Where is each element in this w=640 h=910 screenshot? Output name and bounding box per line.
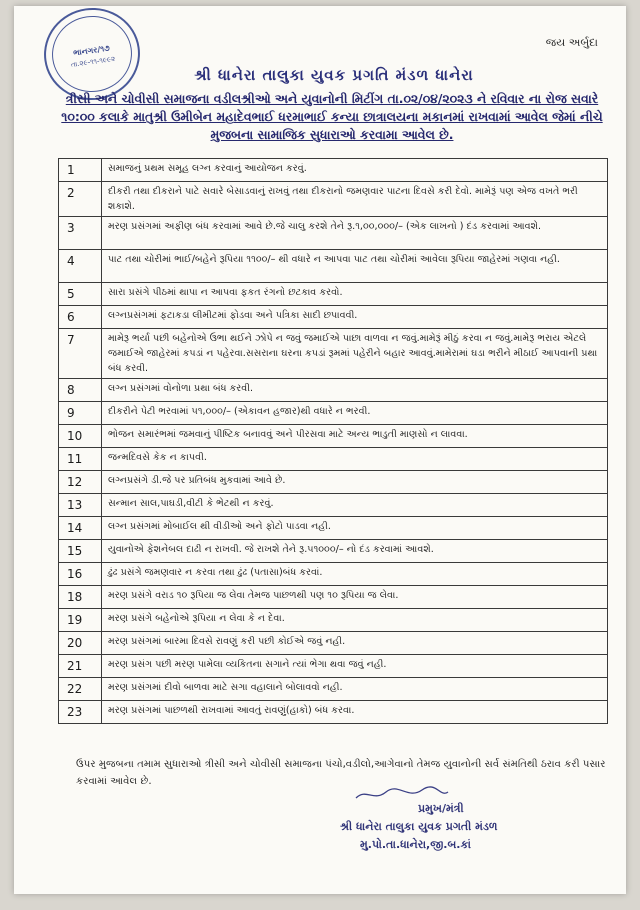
reform-number: 9 <box>59 402 102 425</box>
reform-text: મરણ પ્રસંગે વરાડ ૧૦ રૂપિયા જ લેવા તેમજ પાછળથી પણ ૧૦ રૂપિયા જ લેવા. <box>102 586 608 609</box>
reform-number: 13 <box>59 494 102 517</box>
reforms-table <box>58 158 608 724</box>
reform-row <box>59 471 608 494</box>
reform-text: લગ્નપ્રસંગે ડી.જે પર પ્રતિબંધ મુકવામાં આવે છે. <box>102 471 608 494</box>
reform-text: મરણ પ્રસંગમાં દીવો બાળવા માટે સગા વહાલાને બોલાવવો નહી. <box>102 678 608 701</box>
reform-row <box>59 159 608 182</box>
reform-number: 20 <box>59 632 102 655</box>
reform-number: 7 <box>59 329 102 379</box>
reform-number: 3 <box>59 217 102 250</box>
reform-row <box>59 655 608 678</box>
signatory-role: પ્રમુખ/મંત્રી <box>418 802 464 815</box>
reform-number: 15 <box>59 540 102 563</box>
reform-row <box>59 563 608 586</box>
reform-row <box>59 448 608 471</box>
reform-row <box>59 540 608 563</box>
reform-text: મરણ પ્રસંગમાં પાછળથી રાખવામાં આવતું રાવણું(હાકો) બંધ કરવા. <box>102 701 608 724</box>
reform-text: મરણ પ્રસંગે બહેનોએ રૂપિયા ન લેવા કે ન દેવા. <box>102 609 608 632</box>
reform-number: 1 <box>59 159 102 182</box>
reform-text: સારા પ્રસંગે પીઠમાં થાપા ન આપવા ફકત રંગનો છટકાવ કરવો. <box>102 283 608 306</box>
signature-scribble-icon <box>352 784 452 804</box>
reform-number: 18 <box>59 586 102 609</box>
reform-text: મરણ પ્રસંગ પછી મરણ પામેલા વ્યકિતના સગાને ત્યાં ભેગા થવા જવું નહી. <box>102 655 608 678</box>
reform-text: લગ્ન પ્રસંગમાં વોનોળા પ્રથા બંધ કરવી. <box>102 379 608 402</box>
reform-number: 11 <box>59 448 102 471</box>
reform-number: 21 <box>59 655 102 678</box>
reform-text: પાટ તથા ચોરીમાં ભાઈ/બહેને રૂપિયા ૧૧૦૦/– થી વધારે ન આપવા પાટ તથા ચોરીમાં આવેલા રૂપિયા જાહેરમાં ગણવા નહી. <box>102 250 608 283</box>
reform-text: સન્માન સાલ,પાઘડી,વીટી કે ભેટથી ન કરવું. <box>102 494 608 517</box>
reform-number: 23 <box>59 701 102 724</box>
reform-text: લગ્ન પ્રસંગમાં મોબાઈલ થી વીડીઓ અને ફોટો પાડવા નહી. <box>102 517 608 540</box>
reform-row <box>59 701 608 724</box>
reform-number: 14 <box>59 517 102 540</box>
meeting-intro-text: ત્રીસી અને ચોવીસી સમાજના વડીલશ્રીઓ અને યુવાનોની મિટીંગ તા.૦૨/૦૪/૨૦૨૩ ને રવિવાર ના રોજ સવારે ૧૦:૦૦ કલાકે માતુશ્રી ઉમીબેન મહાદેવભાઈ ધરમાભાઈ કન્યા છાત્રાલયના મકાનમાં રાખવામાં આવેલ જેમાં નીચે મુજબના સામાજિક સુધારાઓ કરવામા આવેલ છે. <box>61 91 603 142</box>
signatory-address: મુ.પો.તા.ધાનેરા,જી.બ.કાં <box>360 838 471 851</box>
blessing-text: જય અર્બુદા <box>545 36 598 49</box>
reform-text: મરણ પ્રસંગમાં બારમા દિવસે રાવણું કરી પછી કોઈએ જવું નહી. <box>102 632 608 655</box>
reform-number: 12 <box>59 471 102 494</box>
reform-row <box>59 402 608 425</box>
reform-number: 4 <box>59 250 102 283</box>
reform-text: મરણ પ્રસંગમાં અફીણ બંધ કરવામાં આવે છે.જે ચાલુ કરશે તેને રૂ.૧,૦૦,૦૦૦/– (એક લાખનો ) દંડ કરવામાં આવશે. <box>102 217 608 250</box>
reform-row <box>59 217 608 250</box>
handwritten-signature <box>352 784 452 804</box>
reform-text: યુવાનોએ ફેશનેબલ દાઢી ન રાખવી. જે રાખશે તેને રૂ.૫૧૦૦૦/– નો દંડ કરવામાં આવશે. <box>102 540 608 563</box>
reform-row <box>59 586 608 609</box>
signatory-organization: શ્રી ધાનેરા તાલુકા યુવક પ્રગતી મંડળ <box>340 820 498 833</box>
reforms-table-body <box>59 159 608 724</box>
reform-row <box>59 379 608 402</box>
reform-row <box>59 425 608 448</box>
reform-row <box>59 494 608 517</box>
reform-row <box>59 306 608 329</box>
organization-title: શ્રી ધાનેરા તાલુકા યુવક પ્રગતિ મંડળ ધાનેરા <box>194 66 474 84</box>
reform-row <box>59 182 608 217</box>
reform-row <box>59 250 608 283</box>
reform-text: સમાજનું પ્રથમ સમૂહ લગ્ન કરવાનું આયોજન કરવું. <box>102 159 608 182</box>
reform-row <box>59 329 608 379</box>
meeting-intro <box>58 90 606 144</box>
reform-row <box>59 678 608 701</box>
reform-text: દીકરીને પેટી ભરવામાં ૫૧,૦૦૦/– (એકાવન હજાર)થી વધારે ન ભરવી. <box>102 402 608 425</box>
reform-text: લગ્નપ્રસંગમાં ફટાકડા લીમીટમાં ફોડવા અને પત્રિકા સાદી છપાવવી. <box>102 306 608 329</box>
reform-text: જન્મદિવસે કેક ન કાપવી. <box>102 448 608 471</box>
reform-number: 5 <box>59 283 102 306</box>
reform-number: 6 <box>59 306 102 329</box>
reform-text: ઢુંઢ પ્રસંગે જમણવાર ન કરવા તથા ઢુંઢ (પતાસા)બંધ કરવાં. <box>102 563 608 586</box>
reform-number: 16 <box>59 563 102 586</box>
resolution-footer: ઉપર મુજબના તમામ સુધારાઓ ત્રીસી અને ચોવીસી સમાજના પંચો,વડીલો,આગેવાનો તેમજ યુવાનોની સર્વ સંમતિથી ઠરાવ કરી પસાર કરવામાં આવેલ છે. <box>76 759 606 787</box>
reform-text: મામેરૂ ભર્યા પછી બહેનોએ ઉભા થઈને ઝોપે ન જવું જમાઈએ પાછા વાળવા ન જવું.મામેરૂં મીઠું કરવા ન જવું.મામેરૂ ભરાય એટલે જમાઈએ જાહેરમાં કપડાં ન પહેરવા.સસરાના ઘરના કપડાં રૂમમાં પહેરીને બહાર આવવું.મામેરામાં ઘડા ભરીને મીઠાઈ આપવાની પ્રથા બંધ કરવી. <box>102 329 608 379</box>
reform-number: 22 <box>59 678 102 701</box>
document-sheet <box>14 6 626 894</box>
reform-number: 10 <box>59 425 102 448</box>
reform-text: દીકરી તથા દીકરાને પાટે સવારે બેસાડવાનું રાખવું તથા દીકરાનો જમણવાર પાટના દિવસે કરી દેવો. મામેરૂં પણ એજ વખતે ભરી શકાશે. <box>102 182 608 217</box>
reform-row <box>59 609 608 632</box>
reform-number: 8 <box>59 379 102 402</box>
stamp-registration: ભાનગર/૧૭ <box>72 43 111 58</box>
reform-number: 2 <box>59 182 102 217</box>
reform-text: ભોજન સમારંભમાં જમવાનું પીષ્ટિક બનાવવું અને પીરસવા માટે અન્ય ભાડુતી માણસો ન લાવવા. <box>102 425 608 448</box>
reform-row <box>59 517 608 540</box>
reform-row <box>59 283 608 306</box>
stamp-date: તા.૨૯-૧૧-૧૯૯૨ <box>70 54 116 69</box>
reform-row <box>59 632 608 655</box>
reform-number: 19 <box>59 609 102 632</box>
